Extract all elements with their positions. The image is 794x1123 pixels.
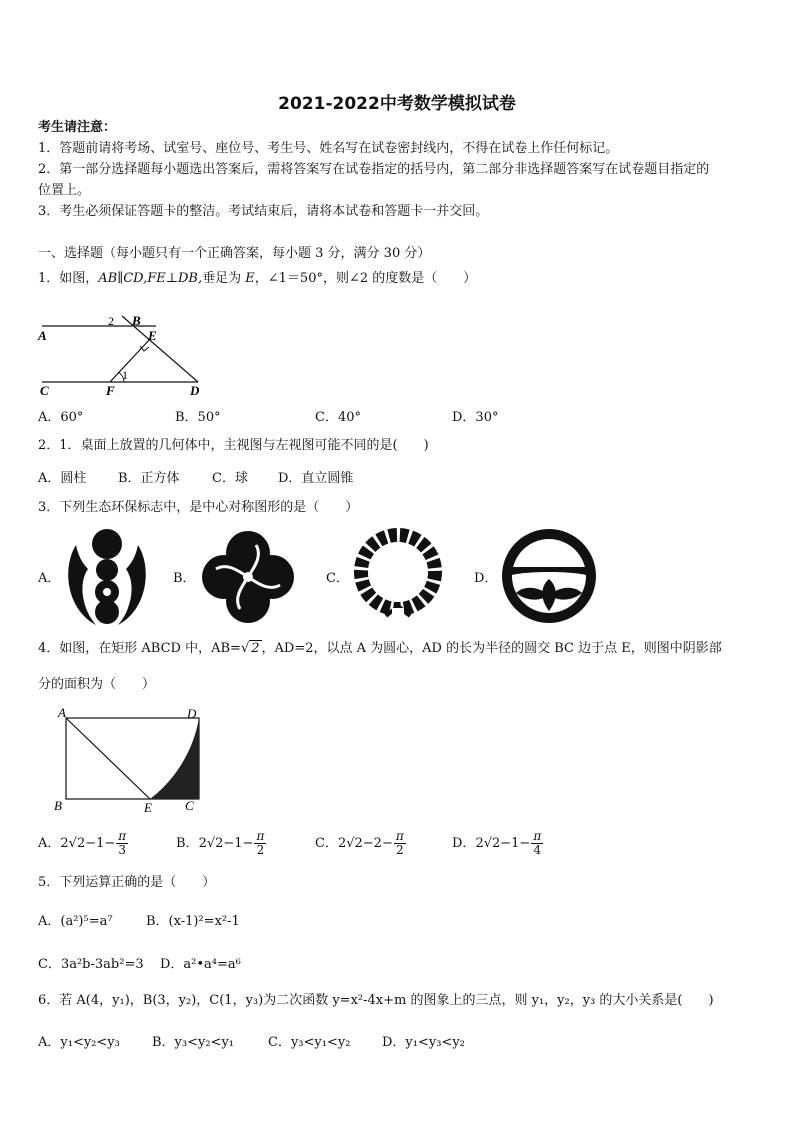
notice-item-2: 2．第一部分选择题每小题选出答案后，需将答案写在试卷指定的括号内，第二部分非选择题答案写在试卷题目指定的 bbox=[38, 162, 710, 177]
q4-label-B: B bbox=[54, 798, 62, 813]
q1-label-E: E bbox=[148, 328, 157, 343]
q4-option-c-frac bbox=[394, 830, 406, 857]
q4-stem-b: ，AD=2，以点 A 为圆心，AD 的长为半径的圆交 BC 边于点 E，则图中阴影部 bbox=[261, 641, 722, 656]
q1-option-b[interactable]: B．50° bbox=[175, 410, 221, 425]
q6-option-a[interactable]: A．y₁<y₂<y₃ bbox=[38, 1035, 120, 1050]
q1-stem-prefix: 1．如图， bbox=[38, 271, 99, 286]
q4-option-d-expr: 2√2−1− bbox=[475, 836, 531, 851]
q4-option-c-expr: 2√2−2− bbox=[337, 836, 393, 851]
q4-option-d-frac bbox=[531, 830, 543, 857]
notice-item-3: 3．考生必须保证答题卡的整洁。考试结束后，请将本试卷和答题卡一并交回。 bbox=[38, 204, 489, 219]
section-heading: 一、选择题（每小题只有一个正确答案，每小题 3 分，满分 30 分） bbox=[38, 246, 431, 261]
q1-label-C: C bbox=[40, 383, 49, 398]
q4-option-a-label: A． bbox=[38, 836, 61, 851]
q4-option-b-frac bbox=[254, 830, 266, 857]
q1-stem-math: AB∥CD,FE⊥DB, bbox=[98, 271, 203, 286]
q5-option-c[interactable]: C．3a²b-3ab²=3 bbox=[38, 957, 144, 972]
q1-figure bbox=[36, 308, 208, 400]
q4-option-c-num: π bbox=[395, 829, 404, 843]
q4-sqrt: √ 2 bbox=[240, 641, 260, 656]
q4-stem-line2: 分的面积为（ ） bbox=[38, 677, 156, 692]
q5-stem: 5．下列运算正确的是（ ） bbox=[38, 875, 216, 890]
q1-label-2: 2 bbox=[108, 314, 114, 328]
q2-option-a[interactable]: A．圆柱 bbox=[38, 471, 87, 486]
q1-label-1: 1 bbox=[122, 368, 128, 382]
q4-label-E: E bbox=[144, 800, 152, 815]
q5-option-d[interactable]: D．a²•a⁴=a⁶ bbox=[160, 957, 241, 972]
q4-option-c[interactable] bbox=[315, 830, 406, 857]
q4-option-b-den: 2 bbox=[256, 843, 265, 857]
q1-label-B: B bbox=[132, 313, 141, 328]
q1-stem bbox=[38, 270, 476, 288]
q1-label-F: F bbox=[106, 383, 115, 398]
q3-option-b[interactable]: B． bbox=[173, 571, 196, 586]
q2-option-b[interactable]: B．正方体 bbox=[118, 471, 180, 486]
q3-logo-b-icon bbox=[196, 525, 300, 629]
notice-heading: 考生请注意： bbox=[38, 120, 117, 135]
q6-option-d[interactable]: D．y₁<y₃<y₂ bbox=[382, 1035, 465, 1050]
q3-option-d[interactable]: D． bbox=[474, 571, 498, 586]
q2-option-c[interactable]: C．球 bbox=[212, 471, 248, 486]
q4-option-b-num: π bbox=[256, 829, 265, 843]
q4-option-b[interactable] bbox=[176, 830, 266, 857]
q4-stem-line1 bbox=[38, 640, 722, 658]
q4-option-c-label: C． bbox=[315, 836, 338, 851]
q2-stem: 2．1．桌面上放置的几何体中，主视图与左视图可能不同的是( ) bbox=[38, 438, 429, 453]
q3-logo-a-icon bbox=[60, 527, 154, 627]
q4-option-c-den: 2 bbox=[395, 843, 404, 857]
q1-option-d[interactable]: D．30° bbox=[452, 410, 499, 425]
q4-option-a-den: 3 bbox=[118, 843, 127, 857]
page-title: 2021-2022中考数学模拟试卷 bbox=[278, 94, 516, 114]
q3-logo-d-icon bbox=[500, 527, 598, 625]
q4-option-a-frac bbox=[116, 830, 128, 857]
q3-logo-c-icon bbox=[348, 522, 448, 626]
q4-option-a-expr: 2√2−1− bbox=[60, 836, 116, 851]
q5-option-a[interactable]: A．(a²)⁵=a⁷ bbox=[38, 914, 113, 929]
q4-label-C: C bbox=[185, 798, 194, 813]
q4-option-b-expr: 2√2−1− bbox=[198, 836, 254, 851]
q1-label-A: A bbox=[38, 328, 47, 343]
notice-item-2-cont: 位置上。 bbox=[38, 183, 91, 198]
q4-option-b-label: B． bbox=[176, 836, 199, 851]
q4-option-d-den: 4 bbox=[533, 843, 542, 857]
q1-stem-mid: 垂足为 bbox=[202, 271, 246, 286]
q4-option-a[interactable] bbox=[38, 830, 128, 857]
q5-option-b[interactable]: B．(x-1)²=x²-1 bbox=[146, 914, 240, 929]
notice-item-1: 1．答题前请将考场、试室号、座位号、考生号、姓名写在试卷密封线内，不得在试卷上作任何标记。 bbox=[38, 141, 619, 156]
q4-figure bbox=[50, 702, 206, 816]
q1-stem-end: ，∠1＝50°，则∠2 的度数是（ ） bbox=[254, 271, 477, 286]
q4-option-d-num: π bbox=[533, 829, 542, 843]
q1-label-D: D bbox=[190, 383, 200, 398]
q4-sqrt-radicand: 2 bbox=[251, 641, 260, 656]
q4-option-d-label: D． bbox=[452, 836, 476, 851]
q4-stem-a: 4．如图，在矩形 ABCD 中，AB= bbox=[38, 641, 241, 656]
q4-option-a-num: π bbox=[118, 829, 127, 843]
q3-option-a[interactable]: A． bbox=[38, 571, 61, 586]
q6-option-c[interactable]: C．y₃<y₁<y₂ bbox=[268, 1035, 351, 1050]
q1-option-c[interactable]: C．40° bbox=[315, 410, 361, 425]
q3-stem: 3．下列生态环保标志中，是中心对称图形的是（ ） bbox=[38, 500, 359, 515]
q6-option-b[interactable]: B．y₃<y₂<y₁ bbox=[152, 1035, 235, 1050]
q4-label-D: D bbox=[187, 706, 197, 721]
q3-option-c[interactable]: C． bbox=[326, 571, 349, 586]
q4-option-d[interactable] bbox=[452, 830, 543, 857]
q6-stem: 6．若 A(4，y₁)，B(3，y₂)，C(1，y₃)为二次函数 y=x²-4x+m 的图象上的三点，则 y₁，y₂，y₃ 的大小关系是( ) bbox=[38, 993, 714, 1008]
q2-option-d[interactable]: D．直立圆锥 bbox=[278, 471, 354, 486]
q4-label-A: A bbox=[58, 705, 66, 720]
q1-stem-e: E bbox=[245, 271, 255, 286]
q1-option-a[interactable]: A．60° bbox=[38, 410, 84, 425]
